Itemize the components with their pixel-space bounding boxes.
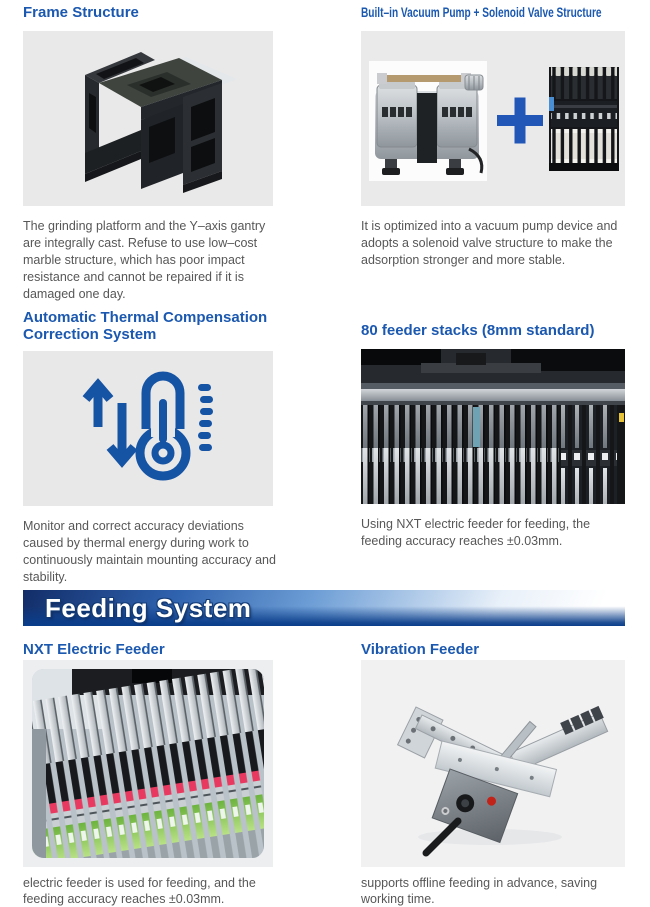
feeder-stacks-photo (361, 349, 625, 504)
banner-label: Feeding System (45, 592, 252, 623)
feature-description: electric feeder is used for feeding, and the feeding accuracy reaches ±0.03mm. (23, 876, 256, 906)
spec-section (23, 4, 625, 586)
feature-description: It is optimized into a vacuum pump device and adopts a solenoid valve structure to make the adsorption stronger and more stable. (361, 219, 618, 267)
feature-card-frame-structure (23, 4, 285, 303)
thermometer-arrows-icon (23, 351, 273, 506)
feeding-section (23, 641, 625, 907)
feature-title: Frame Structure (23, 4, 139, 21)
frame-structure-photo (23, 31, 273, 206)
vibration-feeder-photo (361, 660, 625, 867)
feature-description: Monitor and correct accuracy deviations caused by thermal energy during work to continuously maintain mounting accuracy and stability. (23, 519, 276, 584)
feature-card-vacuum-pump (361, 4, 625, 303)
vacuum-pump-and-solenoid-valve-photo (361, 31, 625, 206)
feature-card-nxt-electric-feeder (23, 641, 285, 907)
feature-description: supports offline feeding in advance, saving working time. (361, 876, 598, 906)
solenoid-valve-bank (549, 67, 619, 171)
nxt-electric-feeder-photo (23, 660, 273, 867)
feature-title: Built–in Vacuum Pump + Solenoid Valve Structure (361, 5, 602, 20)
feature-description: Using NXT electric feeder for feeding, the feeding accuracy reaches ±0.03mm. (361, 517, 591, 548)
feature-title: 80 feeder stacks (8mm standard) (361, 322, 595, 339)
feature-title: NXT Electric Feeder (23, 641, 165, 658)
feature-description: The grinding platform and the Y–axis gantry are integrally cast. Refuse to use low–cost marble structure, which has poor impact resistance and cannot be repaired if it is damaged one day. (23, 219, 266, 301)
feature-title: Automatic Thermal Compensation Correction System (23, 309, 268, 343)
feature-card-thermal-compensation (23, 309, 285, 586)
feature-title: Vibration Feeder (361, 641, 480, 658)
feature-card-feeder-stacks (361, 309, 625, 586)
feeding-system-banner (23, 590, 625, 626)
feature-card-vibration-feeder (361, 641, 625, 907)
